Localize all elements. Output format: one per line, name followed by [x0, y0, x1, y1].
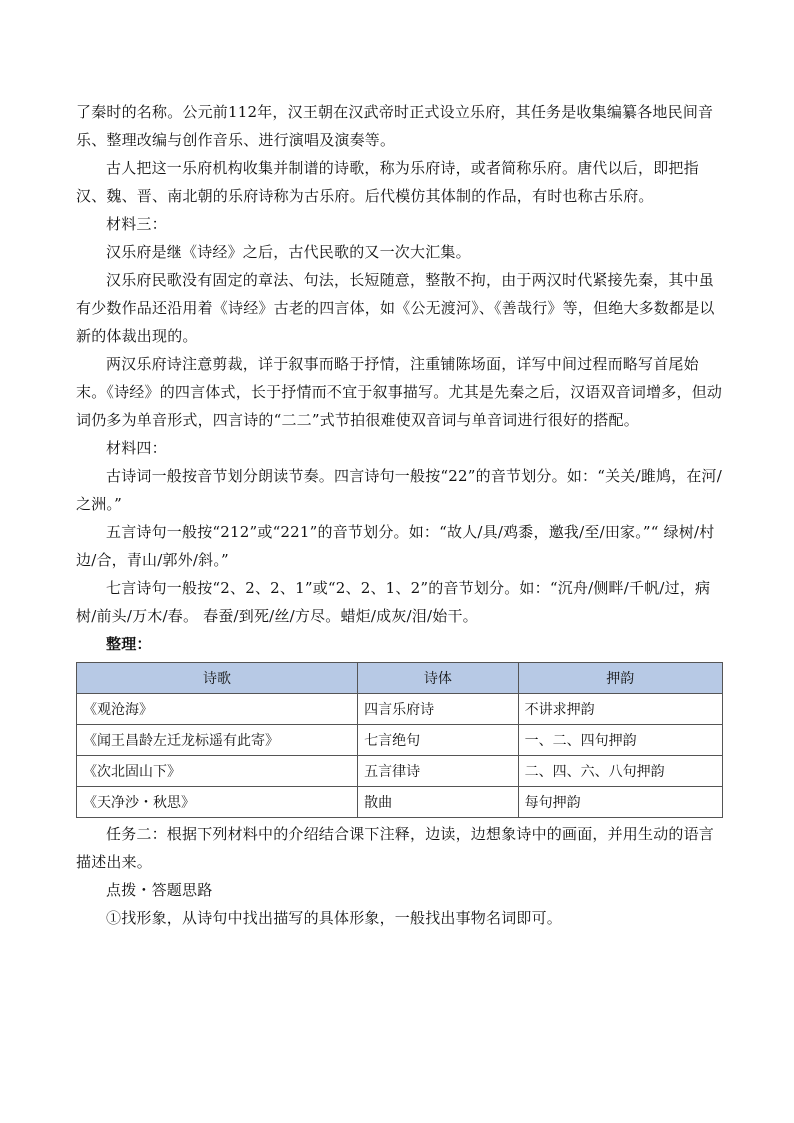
table-row: [77, 725, 723, 756]
cell-form: 五言律诗: [358, 756, 519, 787]
header-rhyme: 押韵: [518, 663, 722, 694]
cell-rhyme: 二、四、六、八句押韵: [518, 756, 722, 787]
paragraph-yuefu-definition: 古人把这一乐府机构收集并制谱的诗歌，称为乐府诗，或者简称乐府。唐代以后，即把指汉、魏、晋、南北朝的乐府诗称为古乐府。后代模仿其体制的作品，有时也称古乐府。: [76, 159, 699, 205]
hint-step-one: ①找形象，从诗句中找出描写的具体形象，一般找出事物名词即可。: [106, 909, 563, 927]
paragraph-han-yuefu-collection: 汉乐府是继《诗经》之后，古代民歌的又一次大汇集。: [106, 243, 471, 261]
cell-poem: 《次北固山下》: [77, 756, 358, 787]
cell-rhyme: 一、二、四句押韵: [518, 725, 722, 756]
table-header-row: [77, 663, 723, 694]
table-row: [77, 787, 723, 818]
header-poem: 诗歌: [77, 663, 358, 694]
paragraph-four-character-rhythm: 古诗词一般按音节划分朗读节奏。四言诗句一般按“22”的音节划分。如：“关关/雎鸠，在河/之洲。”: [76, 467, 723, 513]
cell-poem: 《天净沙・秋思》: [77, 787, 358, 818]
cell-poem: 《观沧海》: [77, 694, 358, 725]
paragraph-five-character-rhythm: 五言诗句一般按“212”或“221”的音节划分。如：“故人/具/鸡黍，邀我/至/田家。”“ 绿树/村边/合，青山/郭外/斜。”: [76, 523, 715, 569]
hint-heading: 点拨・答题思路: [106, 881, 213, 899]
paragraph-seven-character-rhythm: 七言诗句一般按“2、2、2、1”或“2、2、1、2”的音节划分。如：“沉舟/侧畔/千帆/过，病树/前头/万木/春。 春蚕/到死/丝/方尽。蜡炬/成灰/泪/始干。: [76, 579, 711, 625]
material-four-label: 材料四：: [106, 439, 167, 457]
task-two-paragraph: 任务二：根据下列材料中的介绍结合课下注释，边读，边想象诗中的画面，并用生动的语言描述出来。: [76, 825, 715, 871]
summary-heading: 整理：: [106, 635, 152, 653]
paragraph-continued: 了秦时的名称。公元前112年，汉王朝在汉武帝时正式设立乐府，其任务是收集编纂各地民间音乐、整理改编与创作音乐、进行演唱及演奏等。: [76, 103, 714, 149]
cell-poem: 《闻王昌龄左迁龙标遥有此寄》: [77, 725, 358, 756]
cell-form: 四言乐府诗: [358, 694, 519, 725]
material-three-label: 材料三：: [106, 215, 167, 233]
cell-rhyme: 不讲求押韵: [518, 694, 722, 725]
table-row: [77, 756, 723, 787]
document-content: [76, 98, 726, 932]
table-row: [77, 694, 723, 725]
poem-summary-table: [76, 662, 723, 818]
cell-form: 七言绝句: [358, 725, 519, 756]
cell-rhyme: 每句押韵: [518, 787, 722, 818]
paragraph-han-yuefu-form: 汉乐府民歌没有固定的章法、句法，长短随意，整散不拘，由于两汉时代紧接先秦，其中虽有少数作品还沿用着《诗经》古老的四言体，如《公无渡河》、《善哉行》等，但绝大多数都是以新的体裁出现的。: [76, 271, 715, 345]
paragraph-han-yuefu-narrative: 两汉乐府诗注意剪裁，详于叙事而略于抒情，注重铺陈场面，详写中间过程而略写首尾始末。《诗经》的四言体式，长于抒情而不宜于叙事描写。尤其是先秦之后，汉语双音词增多，但动词仍多为单音形式，四言诗的“二二”式节拍很难使双音词与单音词进行很好的搭配。: [76, 355, 723, 429]
cell-form: 散曲: [358, 787, 519, 818]
header-form: 诗体: [358, 663, 519, 694]
